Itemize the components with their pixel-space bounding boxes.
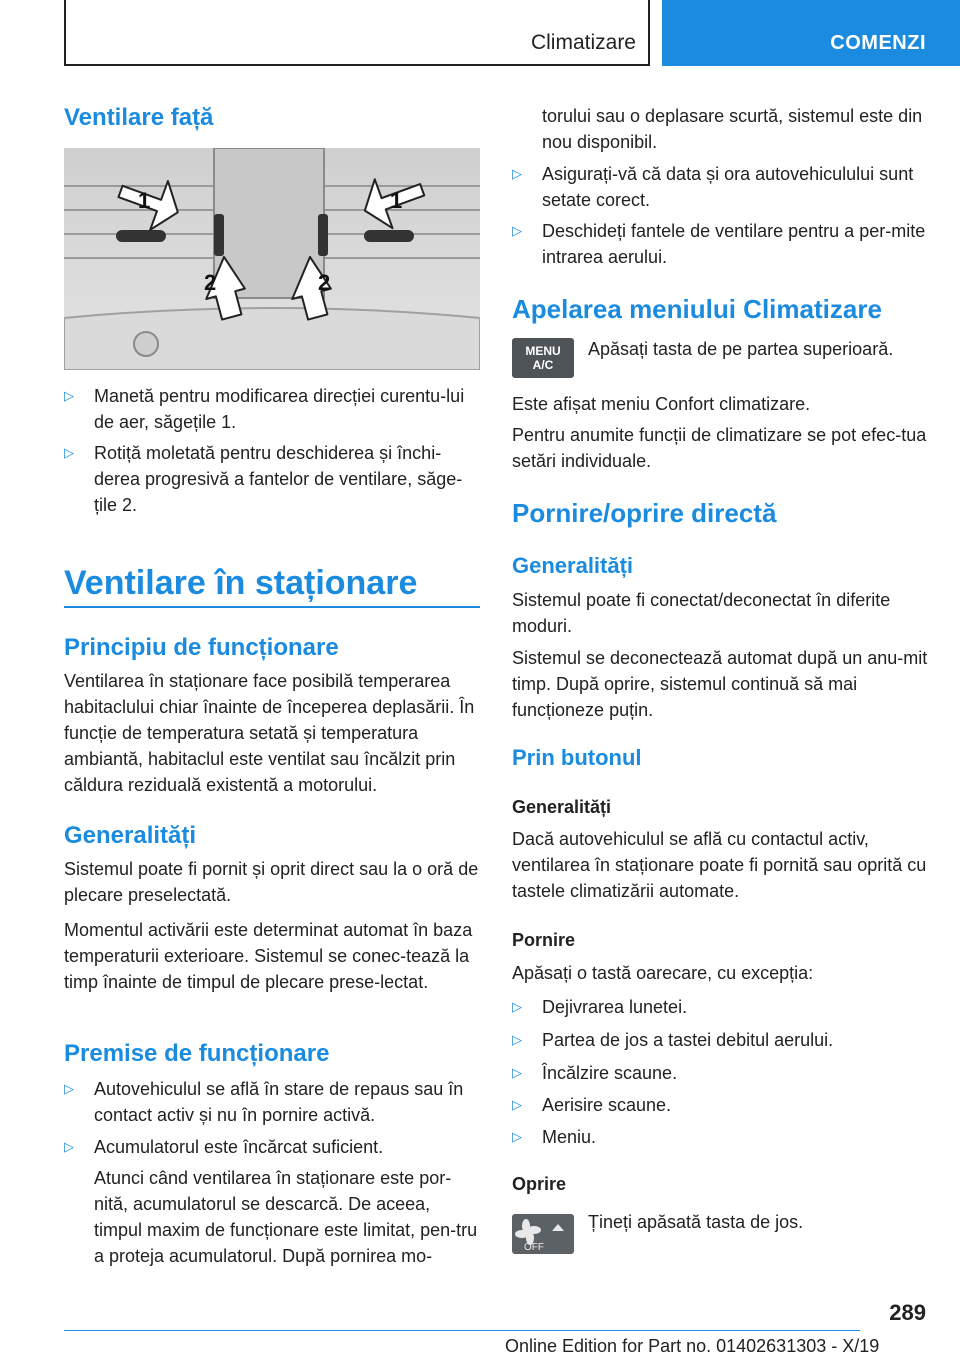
paragraph-menu-2: Pentru anumite funcții de climatizare se pot efec-tua setări individuale. bbox=[512, 425, 927, 471]
heading-button: Prin butonul bbox=[512, 745, 642, 770]
heading-parked-ventilation: Ventilare în staționare bbox=[64, 564, 418, 602]
bullet-triangle-icon: ▷ bbox=[512, 1065, 522, 1080]
bullet-triangle-icon: ▷ bbox=[512, 1129, 522, 1144]
svg-text:OFF: OFF bbox=[524, 1242, 544, 1253]
heading-start: Pornire bbox=[512, 930, 576, 950]
vent-illustration bbox=[64, 148, 480, 370]
heading-principle: Principiu de funcționare bbox=[64, 634, 339, 661]
callout-2-right: 2 bbox=[318, 270, 331, 295]
header-frame-bottom bbox=[64, 64, 648, 66]
bullet-triangle-icon: ▷ bbox=[512, 166, 522, 181]
callout-2-left: 2 bbox=[204, 270, 217, 295]
heading-direct: Pornire/oprire directă bbox=[512, 498, 777, 528]
paragraph-general-2: Momentul activării este determinat automat în baza temperaturii exterioare. Sistemul se conec-tează la timp înainte de timpul de plecare prese-lectat. bbox=[64, 920, 473, 992]
page-header bbox=[0, 0, 960, 66]
bullet-triangle-icon: ▷ bbox=[64, 1081, 74, 1096]
callout-1-right: 1 bbox=[390, 188, 403, 213]
bullet-triangle-icon: ▷ bbox=[512, 999, 522, 1014]
paragraph-button: Dacă autovehiculul se află cu contactul activ, ventilarea în staționare poate fi pornită sau oprită cu tastele climatizării automate. bbox=[512, 829, 927, 901]
bullet-triangle-icon: ▷ bbox=[64, 1139, 74, 1154]
footer-rule bbox=[64, 1330, 860, 1331]
heading-general: Generalități bbox=[64, 822, 197, 849]
paragraph-stop: Țineți apăsată tasta de jos. bbox=[588, 1212, 804, 1232]
paragraph-start: Apăsați o tastă oarecare, cu excepția: bbox=[512, 963, 814, 983]
paragraph-principle: Ventilarea în staționare face posibilă temperarea habitaclului chiar înainte de începerea deplasării. În funcție de temperatura setată și temperatura ambiantă, habitaclul este ventilat sau încălzit prin căldura reziduală existentă a motorului. bbox=[64, 671, 475, 795]
fan-off-key-icon bbox=[512, 1214, 574, 1254]
heading-stop: Oprire bbox=[512, 1174, 567, 1194]
bullet-triangle-icon: ▷ bbox=[512, 1032, 522, 1047]
fan-icon bbox=[512, 1214, 574, 1254]
bullet-triangle-icon: ▷ bbox=[512, 223, 522, 238]
heading-premise: Premise de funcționare bbox=[64, 1040, 330, 1067]
paragraph-general-1: Sistemul poate fi pornit și oprit direct sau la o oră de plecare preselectată. bbox=[64, 859, 479, 905]
paragraph-continued: torului sau o deplasare scurtă, sistemul este din nou disponibil. bbox=[542, 106, 923, 152]
paragraph-general-right-1: Sistemul poate fi conectat/deconectat în diferite moduri. bbox=[512, 590, 891, 636]
heading-menu: Apelarea meniului Climatizare bbox=[512, 294, 882, 324]
bullet-triangle-icon: ▷ bbox=[512, 1097, 522, 1112]
header-chapter-label: COMENZI bbox=[830, 32, 926, 54]
menu-ac-key-icon: MENU A/C bbox=[512, 338, 574, 378]
header-frame-left bbox=[64, 0, 66, 66]
paragraph-battery: Atunci când ventilarea în staționare este por-nită, acumulatorul se descarcă. De aceea, timpul maxim de funcționare este limitat, pen-tru a proteja acumulatorul. După pornirea mo- bbox=[94, 1168, 478, 1266]
heading-vent-front: Ventilare față bbox=[64, 104, 214, 131]
paragraph-menu-key: Apăsați tasta de pe partea superioară. bbox=[588, 339, 894, 359]
heading-general-minor: Generalități bbox=[512, 797, 612, 817]
paragraph-menu-1: Este afișat meniu Confort climatizare. bbox=[512, 394, 811, 414]
header-frame-right bbox=[648, 0, 650, 66]
header-section-title: Climatizare bbox=[530, 31, 636, 54]
header-chapter-tab[interactable] bbox=[662, 0, 960, 66]
footer-edition: Online Edition for Part no. 01402631303 - X/19 bbox=[505, 1336, 880, 1356]
bullet-triangle-icon: ▷ bbox=[64, 445, 74, 460]
vent-figure bbox=[64, 148, 480, 370]
page-number: 289 bbox=[889, 1300, 926, 1325]
callout-1-left: 1 bbox=[138, 188, 151, 213]
chapter-underline bbox=[64, 606, 480, 608]
heading-general-right: Generalități bbox=[512, 553, 634, 578]
paragraph-general-right-2: Sistemul se deconectează automat după un anu-mit timp. După oprire, sistemul continuă să mai funcționeze puțin. bbox=[512, 648, 928, 720]
bullet-triangle-icon: ▷ bbox=[64, 388, 74, 403]
